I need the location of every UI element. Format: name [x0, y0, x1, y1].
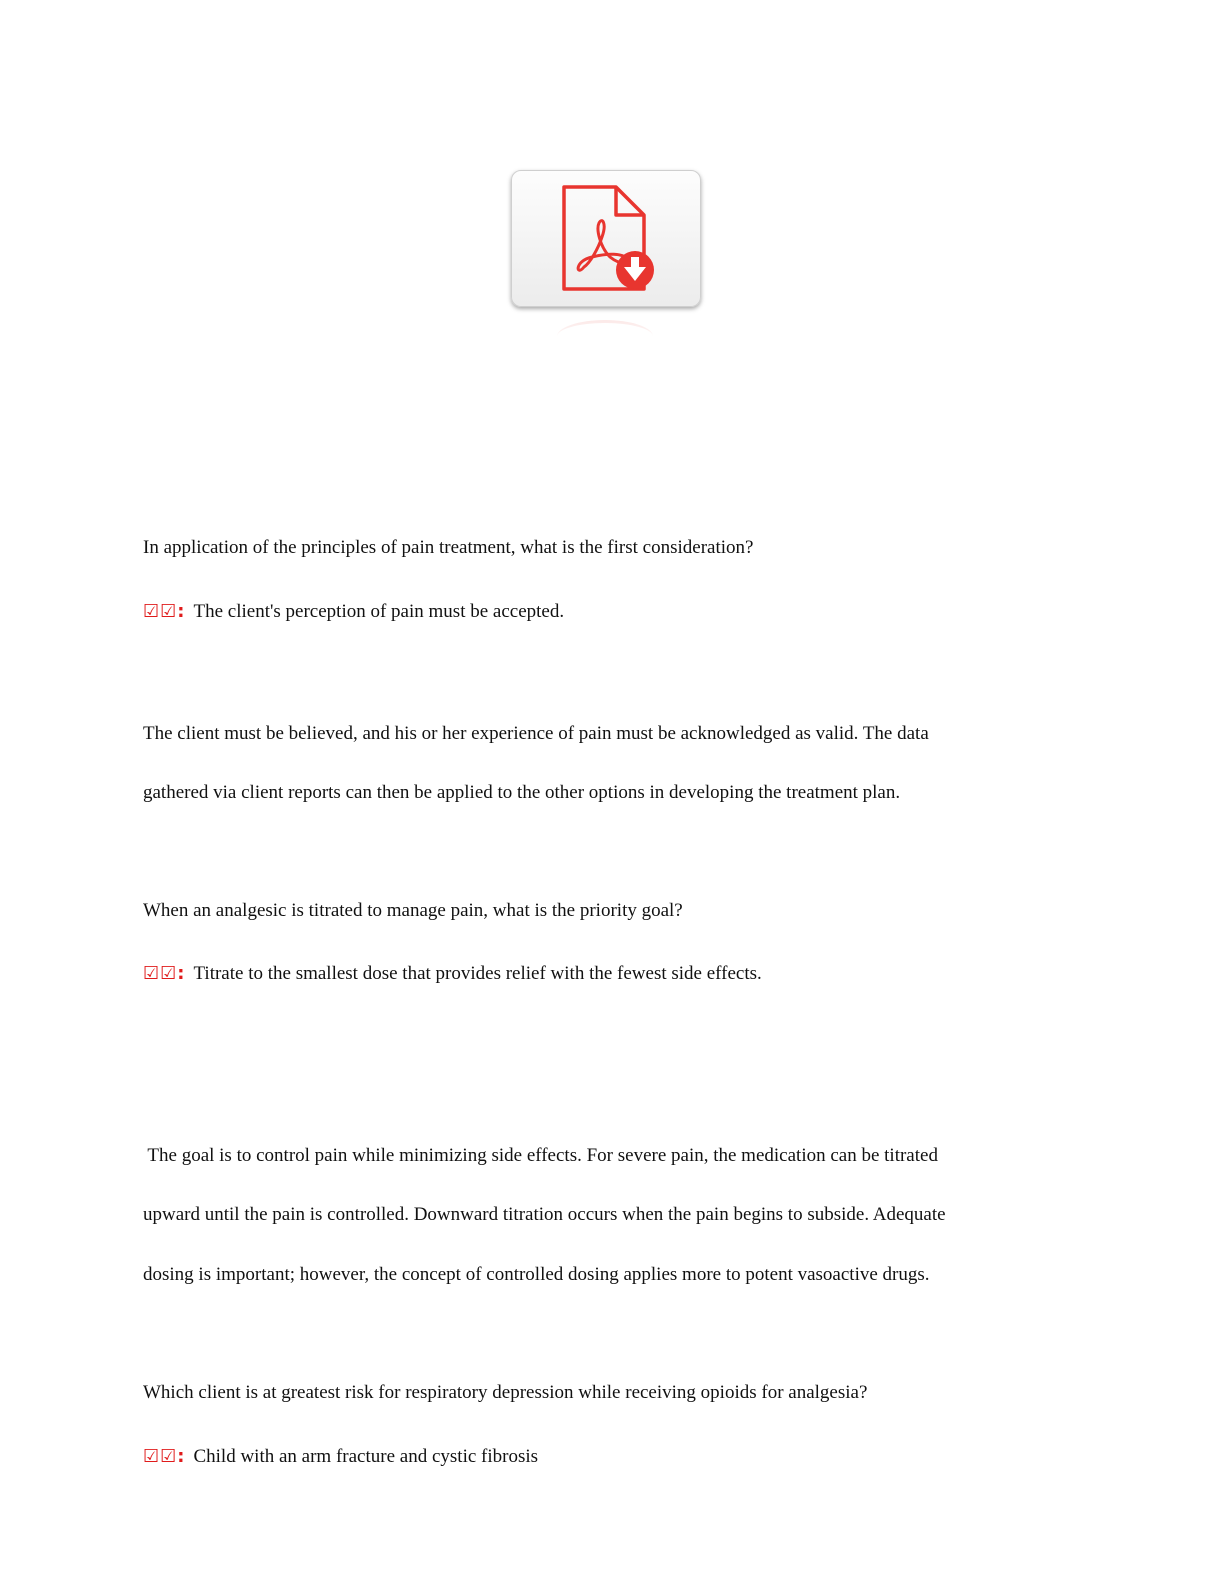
checkbox-answer-icon: ☑☑: — [143, 1446, 186, 1467]
answer-1-text: The client's perception of pain must be accepted. — [193, 601, 565, 622]
answer-1 — [143, 600, 564, 624]
answer-3-text: Child with an arm fracture and cystic fibrosis — [193, 1446, 539, 1467]
rationale-2-line-2: upward until the pain is controlled. Downward titration occurs when the pain begins to subside. Adequate — [143, 1204, 946, 1225]
rationale-2-line-3: dosing is important; however, the concept of controlled dosing applies more to potent vasoactive drugs. — [143, 1264, 930, 1285]
rationale-1-line-2: gathered via client reports can then be applied to the other options in developing the treatment plan. — [143, 782, 901, 803]
answer-2-text: Titrate to the smallest dose that provides relief with the fewest side effects. — [193, 963, 762, 984]
pdf-icon-reflection — [511, 306, 699, 346]
rationale-1-line-1: The client must be believed, and his or her experience of pain must be acknowledged as valid. The data — [143, 723, 929, 744]
pdf-file-icon — [512, 171, 700, 306]
question-3: Which client is at greatest risk for respiratory depression while receiving opioids for analgesia? — [143, 1382, 868, 1403]
pdf-download-icon[interactable] — [511, 170, 701, 307]
answer-2 — [143, 962, 762, 986]
answer-3 — [143, 1445, 538, 1469]
checkbox-answer-icon: ☑☑: — [143, 601, 186, 622]
rationale-2-line-1: The goal is to control pain while minimizing side effects. For severe pain, the medication can be titrated — [143, 1145, 938, 1166]
checkbox-answer-icon: ☑☑: — [143, 963, 186, 984]
question-2: When an analgesic is titrated to manage pain, what is the priority goal? — [143, 900, 683, 921]
question-1: In application of the principles of pain treatment, what is the first consideration? — [143, 537, 754, 558]
